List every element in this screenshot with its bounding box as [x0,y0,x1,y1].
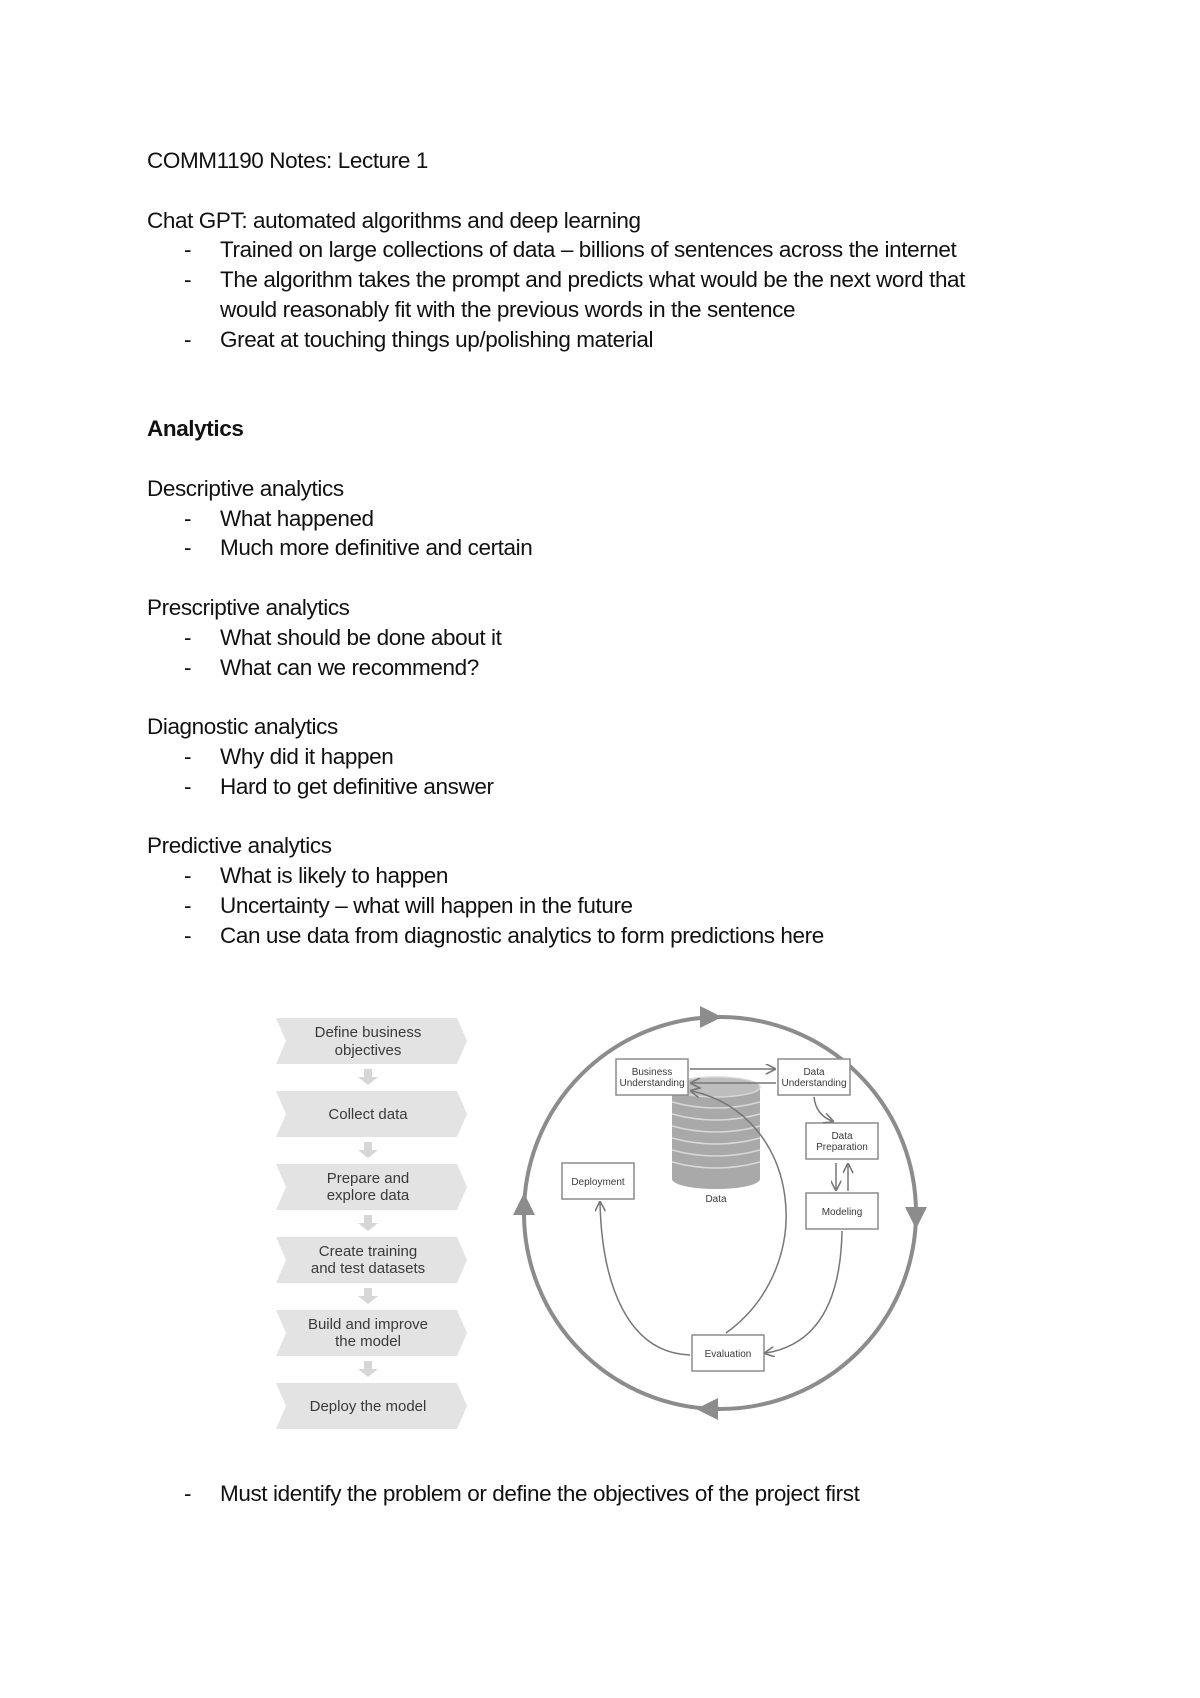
deployment-box [562,1163,634,1199]
flow-step-label: Create training [318,1243,418,1260]
list-item [147,265,1107,325]
business-understanding-box [616,1059,688,1095]
chatgpt-heading: Chat GPT: automated algorithms and deep learning [147,207,641,233]
list-item: - Hard to get definitive answer [147,772,1107,802]
prescriptive-heading: Prescriptive analytics [147,594,350,620]
descriptive-bullet-list [147,504,1107,564]
diagnostic-bullet-list [147,742,1107,802]
predictive-bullet-list [147,861,1107,950]
flow-step-label: Prepare and [326,1170,410,1187]
descriptive-heading: Descriptive analytics [147,475,344,501]
down-arrow-icon [358,1069,378,1085]
flow-step-label: the model [335,1333,401,1350]
data-understanding-box [778,1059,850,1095]
box-label: Understanding [619,1078,685,1089]
list-item: - Trained on large collections of data – billions of sentences across the internet [147,235,1107,265]
box-label: Understanding [781,1078,847,1089]
flow-step-label: objectives [334,1042,402,1059]
list-item: - What can we recommend? [147,653,1107,683]
flow-step-label: and test datasets [310,1260,426,1277]
diagnostic-heading: Diagnostic analytics [147,714,338,740]
down-arrow-icon [358,1361,378,1377]
list-item: - Can use data from diagnostic analytics to form predictions here [147,921,1107,951]
box-label: Deployment [571,1177,625,1188]
list-item: - Why did it happen [147,742,1107,772]
final-note [147,1479,1107,1509]
predictive-heading: Predictive analytics [147,833,332,859]
box-label: Data [831,1131,853,1142]
chatgpt-bullet-list [147,235,1107,354]
box-label: Preparation [816,1142,868,1153]
ml-process-figure [260,1005,960,1445]
box-label: Business [631,1067,673,1078]
flow-step-label: Collect data [328,1106,408,1123]
prescriptive-bullet-list [147,623,1107,683]
box-label: Data [803,1067,825,1078]
down-arrow-icon [358,1288,378,1304]
list-item: - Must identify the problem or define the objectives of the project first [147,1479,1107,1509]
flow-step-label: Build and improve [307,1316,429,1333]
flow-step-label: Deploy the model [309,1398,427,1415]
flow-step-label: explore data [326,1187,410,1204]
process-diagram [260,1005,960,1445]
evaluation-box [692,1335,764,1371]
down-arrow-icon [358,1142,378,1158]
flow-step [276,1164,467,1210]
flow-step [276,1018,467,1064]
modeling-box [806,1193,878,1229]
final-bullet-list [147,1479,1107,1509]
cycle-arrow-icon [700,1006,722,1028]
list-item: - What should be done about it [147,623,1107,653]
box-label: Modeling [821,1207,863,1218]
flow-step [276,1310,467,1356]
data-preparation-box [806,1123,878,1159]
box-label: Evaluation [704,1349,752,1360]
cycle-diagram [513,1006,927,1420]
list-item: - What is likely to happen [147,861,1107,891]
flow-step [276,1237,467,1283]
cycle-arrow-icon [905,1207,927,1229]
cycle-arrow-icon [696,1398,718,1420]
flow-step [276,1383,467,1429]
list-item: - Uncertainty – what will happen in the future [147,891,1107,921]
flow-chart [276,1018,467,1429]
down-arrow-icon [358,1215,378,1231]
page-title: COMM1190 Notes: Lecture 1 [147,148,428,173]
notes-body [147,146,1107,951]
data-label: Data [705,1194,727,1205]
list-item: - What happened [147,504,1107,534]
cycle-arrow-icon [513,1193,535,1215]
analytics-heading: Analytics [147,416,244,442]
list-item: - Much more definitive and certain [147,533,1107,563]
list-item-text: - The algorithm takes the prompt and predicts what would be the next word that would reasonably fit with the previous words in the sentence [220,267,966,322]
flow-step [276,1091,467,1137]
list-item: - Great at touching things up/polishing material [147,325,1107,355]
flow-step-label: Define business [314,1024,422,1041]
